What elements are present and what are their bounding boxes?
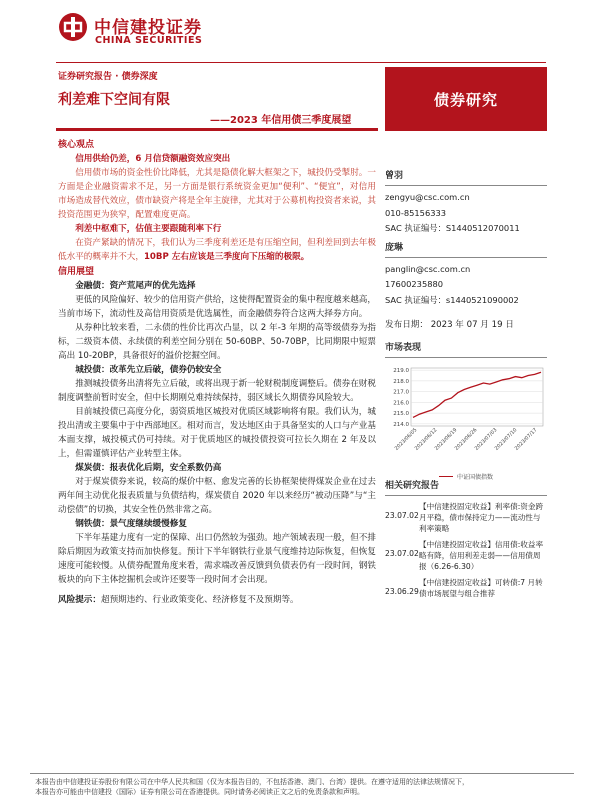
market-line-chart bbox=[385, 364, 547, 468]
main-content bbox=[58, 137, 376, 607]
x-tick-label: 2023/07/03 bbox=[473, 427, 499, 452]
report-series: 证券研究报告 · 债券深度 bbox=[58, 72, 158, 82]
related-item-date: 23.07.02 bbox=[385, 511, 419, 520]
core-point-2-text: 在资产紧缺的情况下，我们认为三季度利差还是有压缩空间，但利差回到去年极低水平的概率并不大， bbox=[58, 238, 376, 262]
report-category-banner: 债券研究 bbox=[385, 67, 547, 131]
related-item-date: 23.07.02 bbox=[385, 549, 419, 558]
risk-label: 风险提示： bbox=[58, 595, 101, 605]
steel-bond-heading: 钢铁债：景气度继续缓慢修复 bbox=[75, 519, 187, 529]
analyst-1-name: 曾羽 bbox=[385, 168, 547, 186]
coal-bond-heading: 煤炭债：报表优化后期，安全系数仍高 bbox=[75, 463, 222, 473]
y-tick-label: 215.0 bbox=[393, 411, 409, 418]
x-tick-label: 2023/07/17 bbox=[513, 427, 539, 452]
analyst-1-phone: 010-85156333 bbox=[385, 207, 447, 218]
related-item-title[interactable]: 【中信建投固定收益】利率债:资金跨月平稳，债市保持定力——流动性与利率策略 bbox=[419, 502, 544, 533]
analyst-1-email[interactable]: zengyu@csc.com.cn bbox=[385, 192, 470, 202]
related-item[interactable] bbox=[385, 539, 547, 572]
x-tick-label: 2023/07/10 bbox=[493, 427, 519, 452]
core-point-1-body: 信用债市场的资金性价比降低，尤其是隐债化解大框架之下，城投仍受掣肘。一方面是企业融资需求不足，另一方面是银行系统资金更加“便利”、“便宜”，对信用市场造成替代效应，债市缺资产将是全年主旋律，尤其对于公募机构投资者来说，其投资范围更为狭窄，配置难度更高。 bbox=[58, 168, 376, 220]
coal-bond-para: 对于煤炭债券来说，较高的煤价中枢、愈发完善的长协框架使得煤炭企业在过去两年间主动优化报表质量与负债结构，煤炭债自 2020 年以来经历“被动压降”与“主动偿债”的切换，其安全性仍然非常之高。 bbox=[58, 477, 376, 515]
disclaimer-line-1: 本报告由中信建投证券股份有限公司在中华人民共和国（仅为本报告目的，不包括香港、澳门、台湾）提供。在遵守适用的法律法规情况下， bbox=[35, 778, 469, 786]
financial-bond-para-1: 更低的风险偏好、较少的信用资产供给，这使得配置资金的集中程度越来越高，当前市场下，流动性及高信用资质是优选属性，而金融债券符合这两大择券方向。 bbox=[58, 295, 376, 319]
y-tick-label: 214.0 bbox=[393, 421, 409, 428]
core-view-heading: 核心观点 bbox=[58, 140, 95, 150]
core-point-2-body bbox=[58, 236, 376, 264]
analyst-1-sac: SAC 执证编号：S1440512070011 bbox=[385, 223, 520, 233]
legend-label: 中证国债指数 bbox=[456, 474, 493, 481]
company-logo bbox=[58, 10, 218, 50]
logo-emblem-icon bbox=[58, 12, 88, 42]
market-title: 市场表现 bbox=[385, 340, 547, 358]
outlook-heading: 信用展望 bbox=[58, 267, 95, 277]
analyst-2-name: 庞琳 bbox=[385, 240, 547, 258]
footer-divider bbox=[30, 773, 574, 774]
analyst-2-sac: SAC 执证编号：s1440521090002 bbox=[385, 294, 519, 305]
urban-bond-heading: 城投债：改革先立后破，债券仍较安全 bbox=[75, 365, 222, 375]
report-title: 利差难下空间有限 bbox=[58, 92, 170, 108]
title-underline bbox=[56, 128, 378, 131]
related-item[interactable] bbox=[385, 501, 547, 534]
market-chart bbox=[385, 364, 547, 472]
urban-bond-para-1: 推测城投债务出清将先立后破，或将出现于新一轮财税制度调整后。债券在财税制度调整前暂时安全，但中长期刚兑难持续保持，弱区域长久期债券风险较大。 bbox=[58, 379, 376, 403]
risk-note bbox=[58, 593, 376, 607]
risk-text: 超预期违约、行业政策变化、经济修复不及预期等。 bbox=[100, 595, 299, 605]
header-divider bbox=[56, 62, 546, 63]
analyst-panel bbox=[385, 168, 547, 334]
x-tick-label: 2023/06/12 bbox=[413, 427, 439, 452]
steel-bond-para: 下半年基建力度有一定的保障、出口仍然较为强劲。地产领域表现一般，但不排除后期因为政策支持而加快修复。预计下半年钢铁行业景气度维持边际恢复，但恢复速度可能较慢。从债券配置角度来看，需求端改善反馈到负债表仍有一段时间，钢铁板块的向下主体挖掘机会或许还要等一段时间才会出现。 bbox=[58, 533, 376, 585]
urban-bond-para-2: 目前城投债已高度分化，弱资质地区城投对优质区域影响将有限。我们认为，城投出清或主要集中于中西部地区。相对而言，发达地区由于具备坚实的人口与产业基本面支撑，城投模式仍可持续。对于优质地区的城投债投资可拉长久期在 2 年及以上，但需谨慎评估产业转型主体。 bbox=[58, 407, 376, 459]
related-item-title[interactable]: 【中信建投固定收益】可转债:7 月转债市场展望与组合推荐 bbox=[419, 578, 543, 598]
analyst-2-email[interactable]: panglin@csc.com.cn bbox=[385, 263, 471, 274]
financial-bond-para-2: 从券种比较来看，二永债的性价比再次凸显，以 2 年-3 年期的高等级债券为指标，二级资本债、永续债的利差空间分别在 50-60BP、50-70BP，比同期限中短票高出 10-20BP，具备很好的溢价挖掘空间。 bbox=[58, 323, 376, 361]
x-tick-label: 2023/06/19 bbox=[433, 427, 459, 452]
core-point-2-highlight: 10BP 左右应该是三季度向下压缩的极限。 bbox=[143, 252, 310, 262]
x-tick-label: 2023/06/05 bbox=[393, 427, 419, 452]
related-item[interactable] bbox=[385, 577, 547, 599]
y-tick-label: 219.0 bbox=[393, 368, 409, 375]
y-tick-label: 216.0 bbox=[393, 400, 409, 407]
x-tick-label: 2023/06/26 bbox=[453, 427, 479, 452]
report-subtitle: ——2023 年信用债三季度展望 bbox=[210, 115, 352, 126]
market-performance bbox=[385, 340, 547, 481]
core-point-2-heading: 利差中枢难下，估值主要跟随利率下行 bbox=[75, 224, 222, 234]
analyst-2-phone: 17600235880 bbox=[385, 279, 444, 289]
brand-name-en: CHINA SECURITIES bbox=[95, 35, 203, 46]
related-item-title[interactable]: 【中信建投固定收益】信用债:收益率略有降，信用利差走弱——信用债周报（6.26-6.30） bbox=[419, 540, 544, 571]
legend-swatch bbox=[439, 476, 453, 477]
publish-date: 发布日期： 2023 年 07 月 19 日 bbox=[385, 320, 514, 330]
disclaimer-line-2: 本报告亦可能由中信建投（国际）证券有限公司在香港提供。同时请务必阅读正文之后的免责条款和声明。 bbox=[35, 788, 364, 796]
core-point-1-heading: 信用供给仍差，6 月信贷额融资效应突出 bbox=[75, 154, 231, 164]
related-reports bbox=[385, 478, 547, 599]
disclaimer-footer bbox=[35, 777, 575, 797]
brand-name-cn: 中信建投证券 bbox=[94, 18, 202, 38]
y-tick-label: 218.0 bbox=[393, 378, 409, 385]
related-item-date: 23.06.29 bbox=[385, 587, 419, 596]
y-tick-label: 217.0 bbox=[393, 389, 409, 396]
series-line bbox=[413, 372, 541, 417]
related-title: 相关研究报告 bbox=[385, 478, 547, 496]
financial-bond-heading: 金融债：资产荒尾声的优先选择 bbox=[75, 281, 196, 291]
